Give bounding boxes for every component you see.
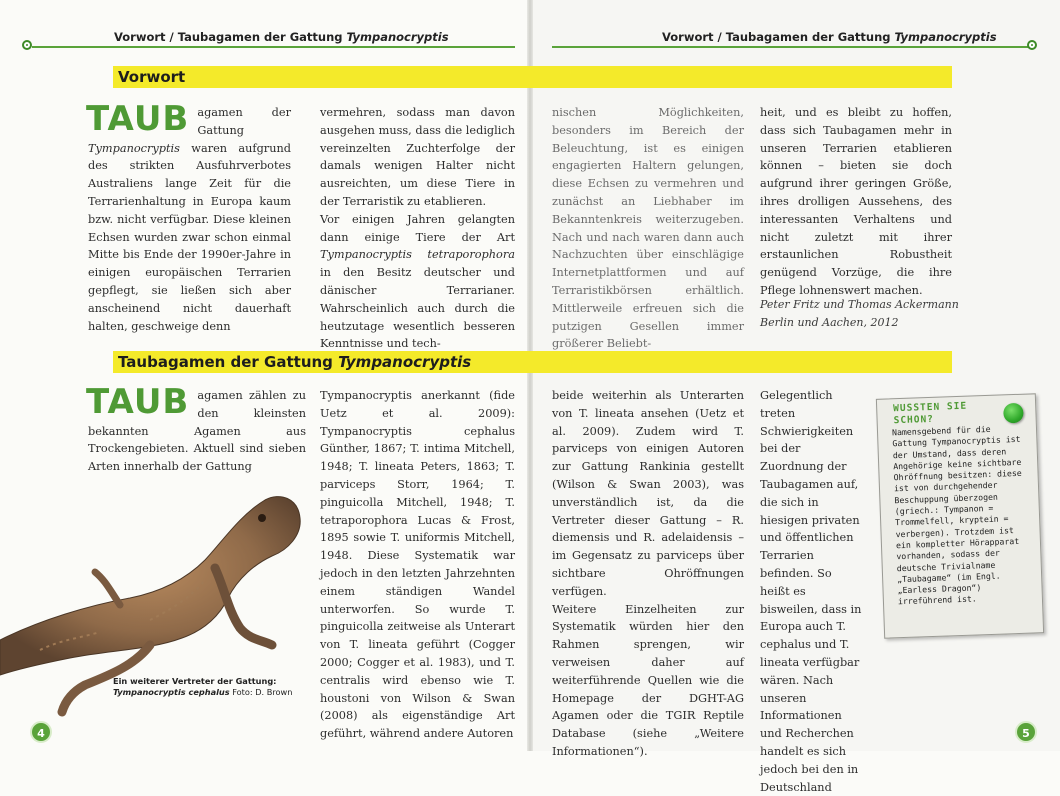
note-body: Namensgebend für die Gattung Tympanocryptis ist der Umstand, dass deren Angehörige keine sichtbare Ohröffnung besitzen: diese ist von durchgehender Beschuppung überzogen (griech.: Tympanon = Trommelfell, kryptein = verbergen). Trotzdem ist ein kompletter Hörapparat vorhanden, sodass der deutsche Trivialname „Taubagame“ (im Engl. „Earless Dragon“) irreführend ist. <box>891 423 1022 607</box>
running-head-left: Vorwort / Taubagamen der Gattung Tympanocryptis <box>114 30 449 44</box>
photo-caption: Ein weiterer Vertreter der Gattung: Tympanocryptis cephalus Foto: D. Brown <box>113 676 293 697</box>
vorwort-column-2: vermehren, sodass man davon ausgehen muss, dass die lediglich vereinzelten Zuchterfolge der damals wenigen Halter nicht ausreichten, um diese Tiere in der Terraristik zu etablieren. Vor einigen Jahren gelangten dann einige Tiere der Art Tympanocryptis tetraporophora in den Besitz deutscher und dänischer Terrarianer. Wahrscheinlich auch durch die heutzutage wesentlich besseren Kenntnisse und tech- <box>320 106 515 351</box>
taxo-column-4: Gelegentlich treten Schwierigkeiten bei der Zuordnung der Taubagamen auf, die sich in hiesigen privaten und öffentlichen Terrarien befinden. So heißt es bisweilen, dass in Europa auch T. cephalus und T. lineata verfügbar wären. Nach unseren Informationen und Recherchen handelt es sich jedoch bei den in Deutschland <box>760 389 862 794</box>
taxo-column-3: beide weiterhin als Unterarten von T. lineata ansehen (Uetz et al. 2009). Zudem wird T. parviceps von einigen Autoren zur Gattung Rankinia gestellt (Wilson & Swan 2003), was unverständlich ist, da die Vertreter dieser Gattung – R. diemensis und R. adelaidensis – im Gegensatz zu parviceps über sichtbare Ohröffnungen verfügen. Weitere Einzelheiten zur Systematik würden hier den Rahmen sprengen, wir verweisen daher auf weiterführende Quellen wie die Homepage der DGHT-AG Agamen oder die TGIR Reptile Database (siehe „Weitere Informationen“). <box>552 389 744 758</box>
page-number-right: 5 <box>1015 721 1037 743</box>
running-head-right: Vorwort / Taubagamen der Gattung Tympanocryptis <box>662 30 997 44</box>
section-band-vorwort <box>113 66 952 88</box>
header-rule-right <box>552 46 1028 48</box>
header-bullet-left <box>22 40 32 50</box>
info-note-box <box>876 393 1044 638</box>
note-title: WUSSTEN SIE SCHON? <box>893 400 968 427</box>
section-title-taubagamen: Taubagamen der Gattung Tympanocryptis <box>118 353 472 371</box>
signature: Peter Fritz und Thomas Ackermann Berlin und Aachen, 2012 <box>760 298 959 329</box>
header-bullet-right <box>1027 40 1037 50</box>
vorwort-column-3: nischen Möglichkeiten, besonders im Bereich der Beleuchtung, ist es einigen engagierten Haltern gelungen, diese Echsen zu vermehren und zunächst an Liebhaber im Bekanntenkreis weiterzugeben. Nach und nach waren dann auch Nachzuchten über einschlägige Internetplattformen und auf Terraristikbörsen erhältlich. Mittlerweile erfreuen sich die putzigen Gesellen immer größerer Beliebt- <box>552 106 744 351</box>
section-title-vorwort: Vorwort <box>118 68 186 86</box>
taxo-column-2: Tympanocryptis anerkannt (fide Uetz et al. 2009): Tympanocryptis cephalus Günther, 1867; T. intima Mitchell, 1948; T. lineata Peters, 1863; T. parviceps Storr, 1964; T. pinguicolla Mitchell, 1948; T. tetraporophora Lucas & Frost, 1895 sowie T. uniformis Mitchell, 1948. Diese Systematik war jedoch in den letzten Jahrzehnten einem ständigen Wandel unterworfen. So wurde T. pinguicolla zeitweise als Unterart von T. lineata geführt (Cogger 2000; Cogger et al. 1983), und T. centralis wird ebenso wie T. houstoni von Wilson & Swan (2008) als eigenständige Art geführt, während andere Autoren <box>320 389 515 741</box>
book-gutter <box>527 0 533 751</box>
header-rule-left <box>32 46 515 48</box>
taxo-column-1: TAUB agamen zählen zu den kleinsten bekannten Agamen aus Trockengebieten. Aktuell sind sieben Arten innerhalb der Gattung <box>86 382 306 474</box>
vorwort-column-4: heit, und es bleibt zu hoffen, dass sich Taubagamen mehr in unseren Terrarien etablieren können – bieten sie doch aufgrund ihrer geringen Größe, ihres drolligen Aussehens, des interessanten Verhaltens und nicht zuletzt mit ihrer erstaunlichen Robustheit genügend Vorzüge, die ihre Pflege lohnenswert machen. <box>760 106 952 297</box>
page-number-left: 4 <box>30 721 52 743</box>
green-pin-icon <box>1003 403 1024 424</box>
drop-cap: TAUB <box>86 99 190 139</box>
drop-cap-2: TAUB <box>86 382 190 422</box>
vorwort-column-1: TAUB agamen der Gattung Tympanocryptis waren aufgrund des strikten Ausfuhrverbotes Australiens lange Zeit für die Terrarienhaltung in Europa kaum bzw. nicht verfügbar. Diese kleinen Echsen wurden zwar schon einmal Mitte bis Ende der 1990er-Jahre in einigen europäischen Terrarien gepflegt, sie ließen sich aber anscheinend nicht dauerhaft halten, geschweige denn <box>86 99 291 333</box>
